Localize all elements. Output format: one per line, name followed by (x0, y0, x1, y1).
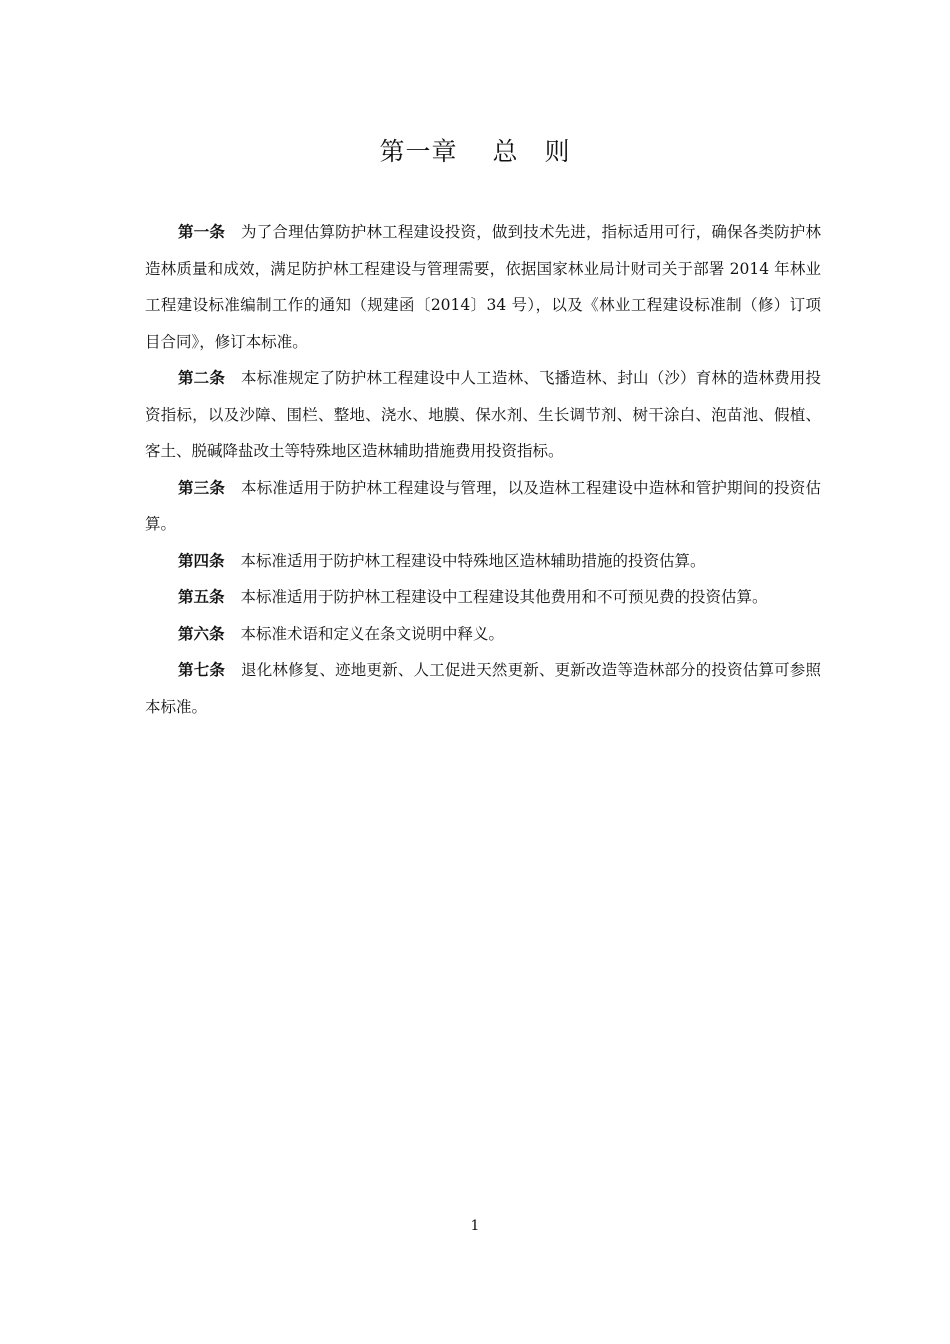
article-6 (145, 616, 821, 653)
article-label: 第五条 (178, 588, 225, 606)
article-label: 第七条 (178, 661, 226, 679)
article-5 (145, 579, 821, 616)
article-label: 第六条 (178, 624, 225, 643)
article-text: 本标准适用于防护林工程建设与管理，以及造林工程建设中造林和管护期间的投资估算。 (145, 478, 821, 533)
article-label: 第三条 (178, 478, 226, 497)
page-number: 1 (470, 1218, 480, 1234)
article-text: 退化林修复、迹地更新、人工促进天然更新、更新改造等造林部分的投资估算可参照本标准。 (145, 661, 821, 716)
article-4 (145, 543, 821, 580)
chapter-title: 第一章 总 则 (379, 137, 571, 166)
article-text: 本标准适用于防护林工程建设中特殊地区造林辅助措施的投资估算。 (240, 551, 706, 570)
article-7 (145, 652, 821, 725)
article-text: 为了合理估算防护林工程建设投资，做到技术先进，指标适用可行，确保各类防护林造林质量和成效，满足防护林工程建设与管理需要，依据国家林业局计财司关于部署 2014 年林业工程建设标准编制工作的通知（规建函〔2014〕34 号），以及《林业工程建设标准制（修）订项目合同》，修订本标准。 (145, 223, 821, 351)
article-text: 本标准规定了防护林工程建设中人工造林、飞播造林、封山（沙）育林的造林费用投资指标，以及沙障、围栏、整地、浇水、地膜、保水剂、生长调节剂、树干涂白、泡苗池、假植、客土、脱碱降盐改土等特殊地区造林辅助措施费用投资指标。 (145, 369, 821, 460)
article-label: 第一条 (178, 223, 226, 241)
article-2 (145, 360, 821, 470)
chapter-body (145, 214, 821, 725)
article-label: 第二条 (178, 369, 226, 387)
article-3 (145, 470, 821, 543)
article-1 (145, 214, 821, 360)
article-text: 本标准适用于防护林工程建设中工程建设其他费用和不可预见费的投资估算。 (240, 588, 768, 606)
article-label: 第四条 (178, 551, 225, 570)
article-text: 本标准术语和定义在条文说明中释义。 (240, 624, 505, 643)
